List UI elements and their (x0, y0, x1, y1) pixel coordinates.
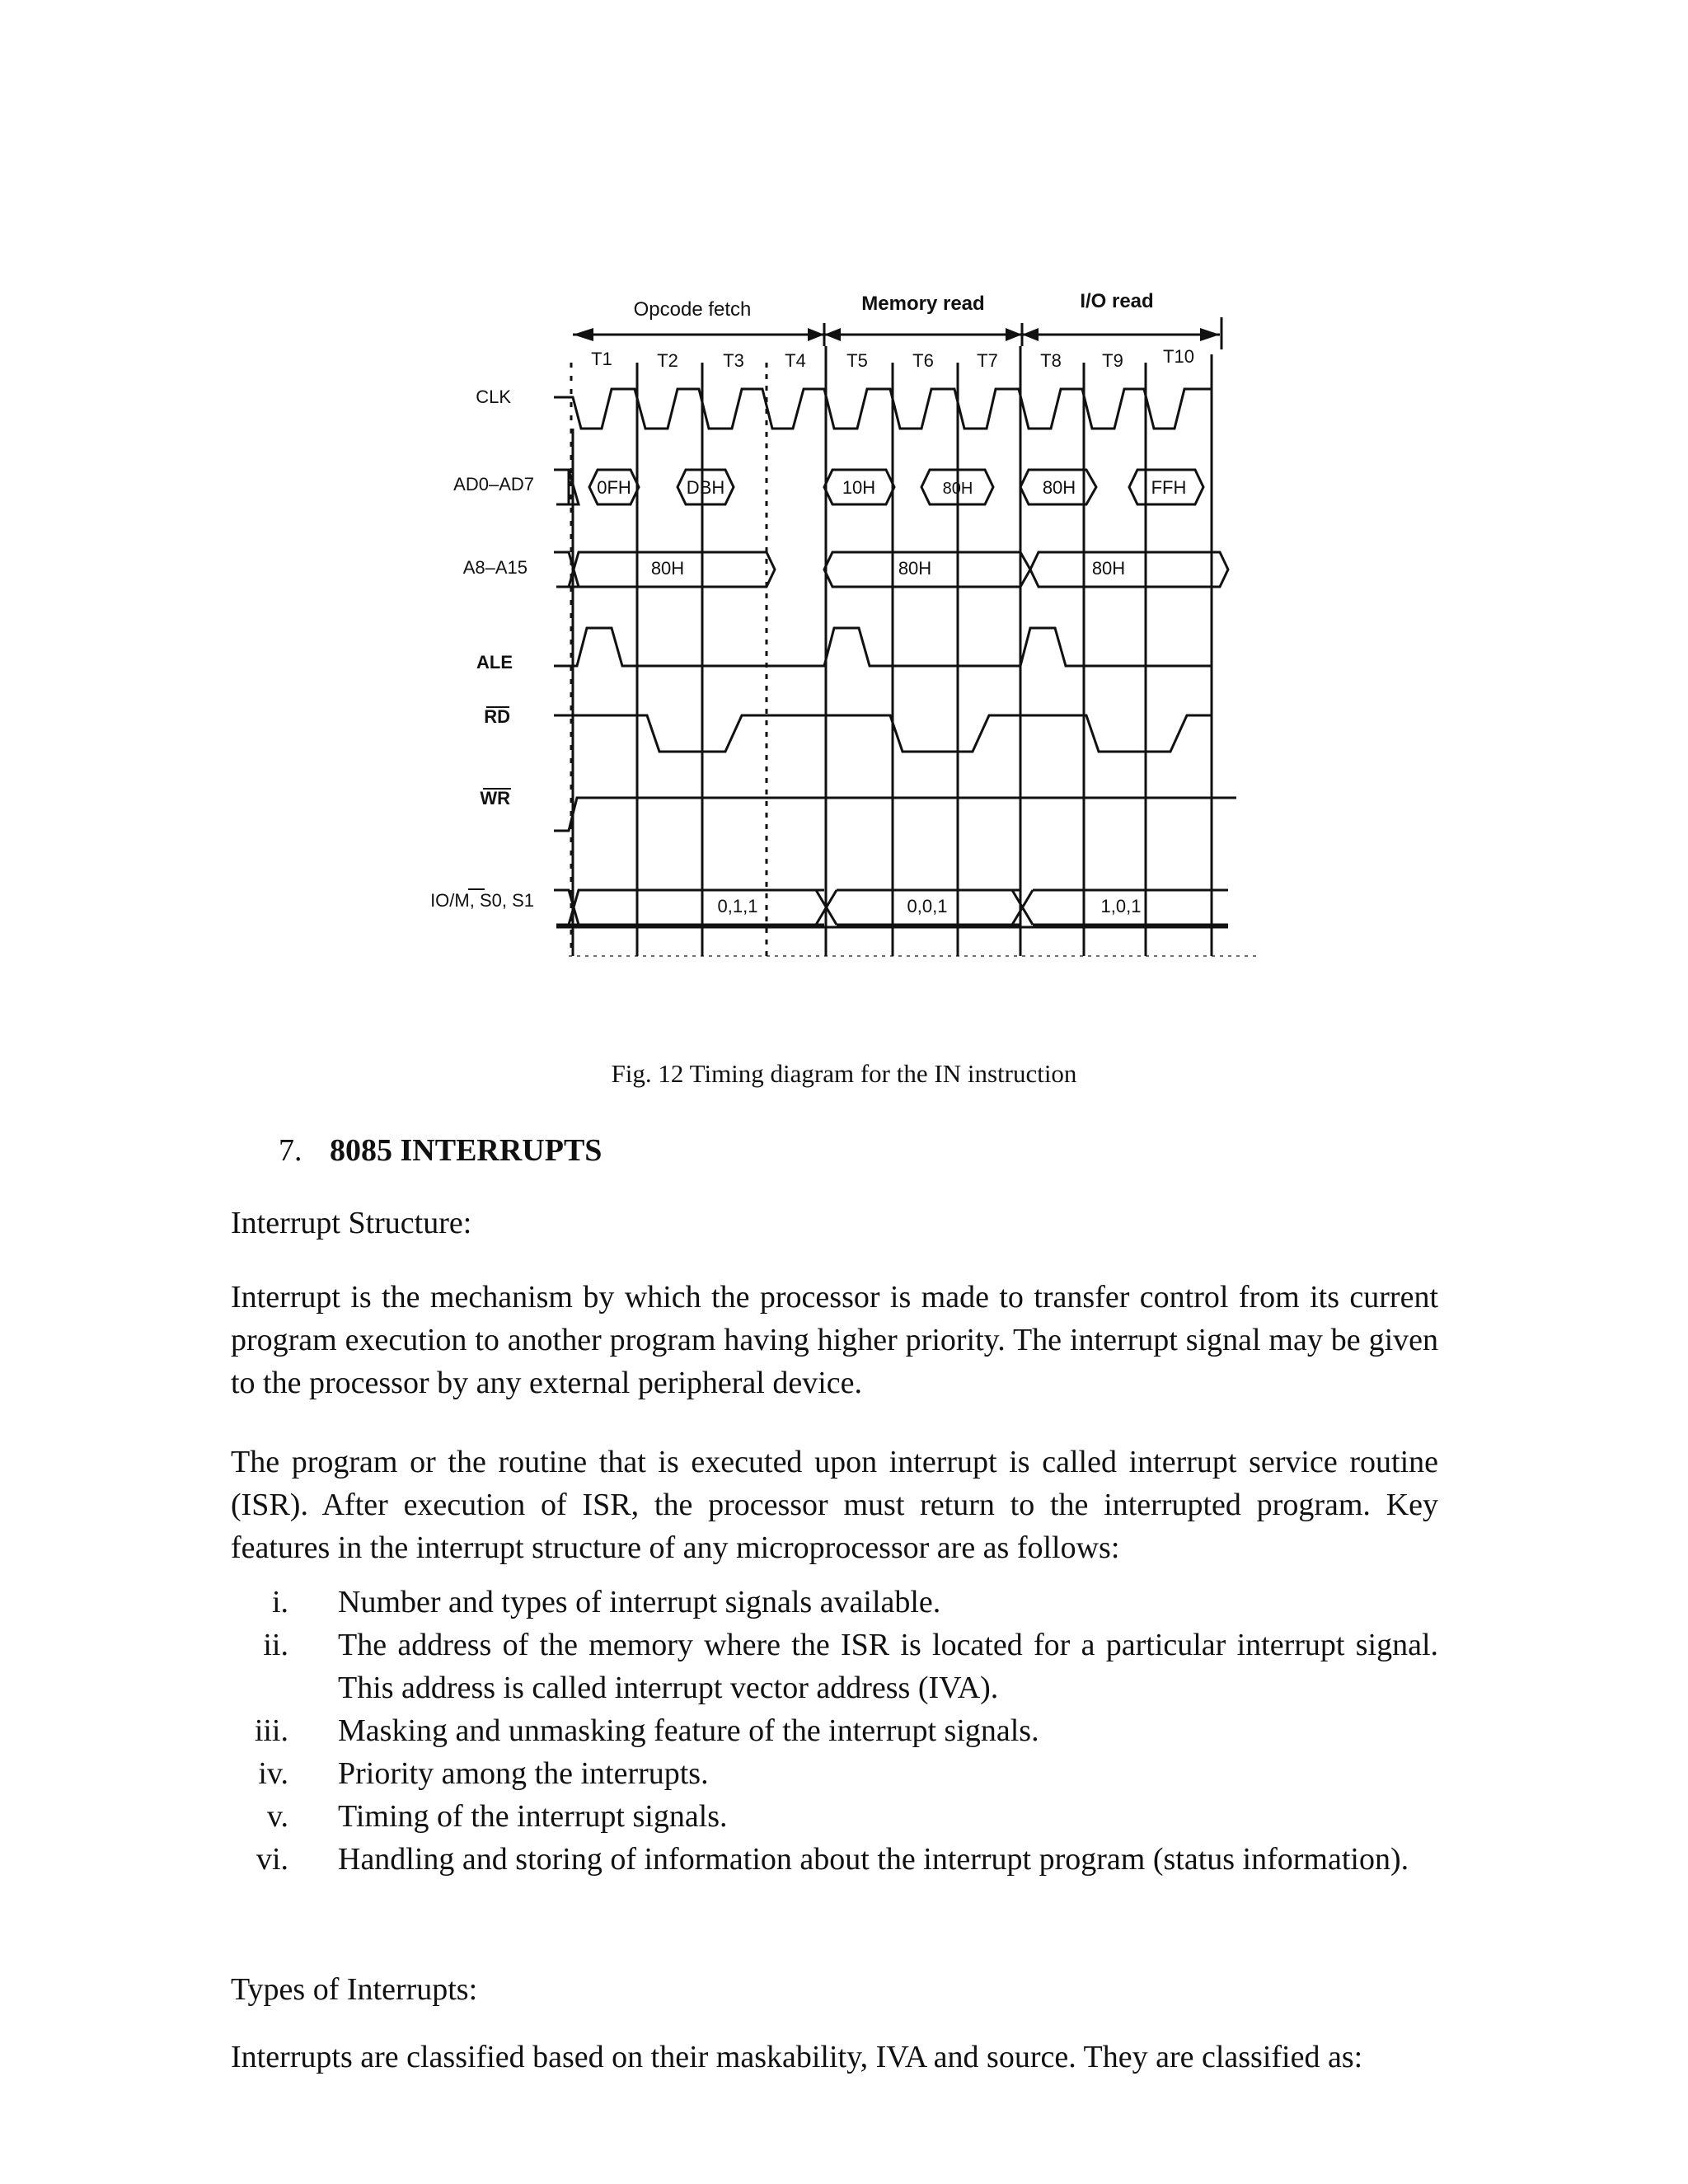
ad-value: FFH (1151, 477, 1187, 498)
paragraph-isr: The program or the routine that is executed upon interrupt is called interrupt service routine (ISR). After execution of ISR, the processor must return to the interrupted program. Key features in the interrupt structure of any microprocessor are as follows: (231, 1445, 1438, 1565)
a-high-bus (554, 552, 1228, 587)
list-item-text: Handling and storing of information about the interrupt program (status information). (338, 1842, 1409, 1877)
clk-waveform (554, 389, 1212, 429)
list-item-text: Masking and unmasking feature of the interrupt signals. (338, 1713, 1039, 1748)
list-item-text: Priority among the interrupts. (338, 1756, 709, 1791)
phase-label: Opcode fetch (633, 298, 752, 321)
list-item-text: The address of the memory where the ISR is located for a particular interrupt signal. This address is called interrupt vector address (IVA). (338, 1628, 1438, 1705)
signal-label-ale: ALE (476, 652, 513, 673)
timing-diagram (0, 0, 1688, 1022)
rd-waveform (554, 715, 1212, 752)
list-item-number: i. (271, 1585, 288, 1619)
list-item (231, 1581, 1438, 1624)
section-number: 7. (279, 1133, 302, 1168)
t-state-label: T9 (1102, 350, 1123, 371)
section-title: 8085 INTERRUPTS (330, 1133, 603, 1168)
list-item (231, 1752, 1438, 1795)
section-heading (279, 1132, 602, 1169)
signal-label-status: IO/M, S0, S1 (430, 890, 534, 911)
ad-value: 10H (842, 477, 876, 498)
t-state-label: T3 (723, 350, 744, 371)
t-state-label: T1 (591, 349, 612, 369)
ad-value: 0FH (597, 477, 631, 498)
signal-labels (430, 387, 534, 911)
ale-waveform (554, 628, 1212, 666)
signal-label-a: A8–A15 (462, 557, 528, 578)
feature-list (231, 1581, 1438, 1881)
t-state-label: T10 (1163, 346, 1194, 367)
a-high-value: 80H (650, 558, 685, 579)
wr-waveform (554, 798, 1236, 831)
list-item-text: Timing of the interrupt signals. (338, 1799, 728, 1834)
status-bus (554, 890, 1228, 925)
grid-lines (556, 346, 1261, 956)
list-item-number: ii. (263, 1628, 288, 1662)
status-value: 1,0,1 (1100, 896, 1142, 916)
t-state-label: T8 (1040, 350, 1062, 371)
t-state-label: T2 (657, 350, 678, 371)
t-state-label: T7 (977, 350, 998, 371)
status-value: 0,1,1 (717, 896, 758, 916)
signal-label-clk: CLK (476, 387, 511, 407)
list-item (231, 1709, 1438, 1752)
list-item-number: iii. (254, 1713, 288, 1748)
list-item (231, 1624, 1438, 1709)
list-item (231, 1838, 1438, 1881)
signal-label-rd: RD (484, 706, 510, 727)
figure-caption: Fig. 12 Timing diagram for the IN instruction (611, 1059, 1077, 1088)
signal-label-wr: WR (480, 788, 510, 808)
phase-label: I/O read (1080, 290, 1154, 312)
list-item (231, 1795, 1438, 1838)
list-item-number: v. (266, 1799, 288, 1834)
phase-label: Memory read (861, 293, 985, 315)
t-state-label: T6 (912, 350, 934, 371)
paragraph-definition: Interrupt is the mechanism by which the processor is made to transfer control from its current program execution to another program having higher priority. The interrupt signal may be given to the processor by any external peripheral device. (231, 1280, 1438, 1400)
a-high-value: 80H (898, 558, 932, 579)
list-item-text: Number and types of interrupt signals available. (338, 1585, 941, 1619)
ad-value: 80H (1042, 477, 1076, 498)
list-item-number: iv. (258, 1756, 288, 1791)
ad-value: DBH (686, 477, 725, 498)
a-high-value: 80H (1091, 558, 1126, 579)
t-state-label: T4 (785, 350, 806, 371)
subheading-interrupt-structure: Interrupt Structure: (231, 1206, 472, 1240)
status-value: 0,0,1 (907, 896, 948, 916)
ad-value: 80H (942, 480, 973, 498)
ad-bus (554, 470, 1203, 504)
list-item-number: vi. (256, 1842, 288, 1877)
subheading-types: Types of Interrupts: (231, 1972, 478, 2007)
t-state-label: T5 (846, 350, 868, 371)
signal-label-ad: AD0–AD7 (453, 474, 534, 494)
phase-arrows (573, 290, 1221, 349)
paragraph-classification: Interrupts are classified based on their maskability, IVA and source. They are classified as: (231, 2040, 1363, 2074)
